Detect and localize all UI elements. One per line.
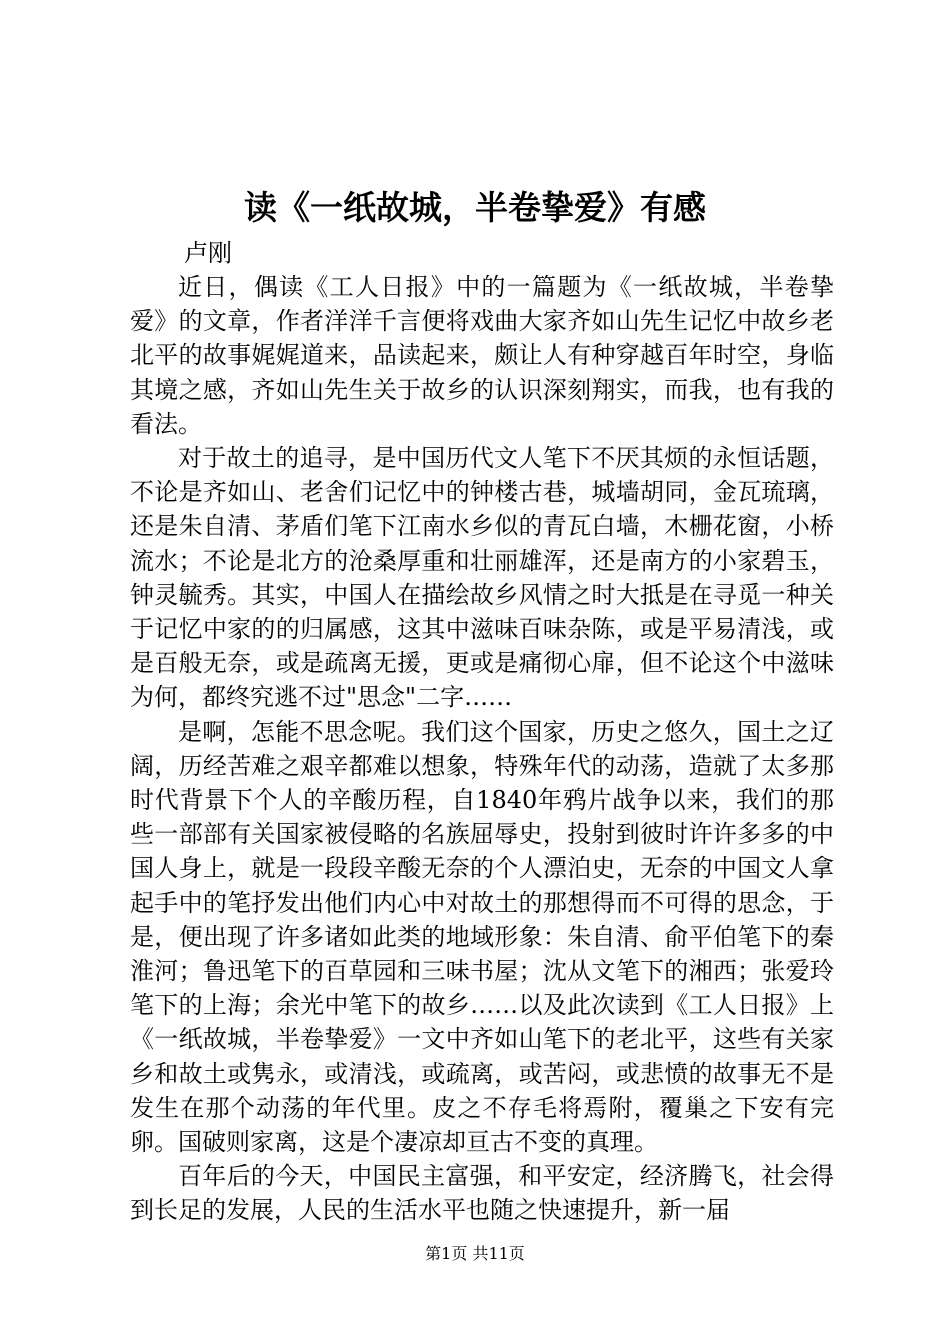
paragraph: 是啊，怎能不思念呢。我们这个国家，历史之悠久，国土之辽阔，历经苦难之艰辛都难以想象，特殊年代的动荡，造就了太多那时代背景下个人的辛酸历程，自1840年鸦片战争以来，我们的那些一部部有关国家被侵略的名族屈辱史，投射到彼时许许多多的中国人身上，就是一段段辛酸无奈的个人漂泊史，无奈的中国文人拿起手中的笔抒发出他们内心中对故土的那想得而不可得的思念，于是，便出现了许多诸如此类的地域形象：朱自清、俞平伯笔下的秦淮河；鲁迅笔下的百草园和三味书屋；沈从文笔下的湘西；张爱玲笔下的上海；余光中笔下的故乡……以及此次读到《工人日报》上《一纸故城，半卷挚爱》一文中齐如山笔下的老北平，这些有关家乡和故土或隽永，或清浅，或疏离，或苦闷，或悲愤的故事无不是发生在那个动荡的年代里。皮之不存毛将焉附，覆巢之下安有完卵。国破则家离，这是个凄凉却亘古不变的真理。 [130, 717, 834, 1157]
paragraph: 近日，偶读《工人日报》中的一篇题为《一纸故城，半卷挚爱》的文章，作者洋洋千言便将戏曲大家齐如山先生记忆中故乡老北平的故事娓娓道来，品读起来，颇让人有种穿越百年时空，身临其境之感，齐如山先生关于故乡的认识深刻翔实，而我，也有我的看法。 [130, 273, 834, 438]
paragraph: 百年后的今天，中国民主富强，和平安定，经济腾飞，社会得到长足的发展，人民的生活水平也随之快速提升，新一届 [130, 1162, 834, 1225]
paragraph: 对于故土的追寻，是中国历代文人笔下不厌其烦的永恒话题，不论是齐如山、老舍们记忆中的钟楼古巷，城墙胡同，金瓦琉璃，还是朱自清、茅盾们笔下江南水乡似的青瓦白墙，木栅花窗，小桥流水；不论是北方的沧桑厚重和壮丽雄浑，还是南方的小家碧玉，钟灵毓秀。其实，中国人在描绘故乡风情之时大抵是在寻觅一种关于记忆中家的的归属感，这其中滋味百味杂陈，或是平易清浅，或是百般无奈，或是疏离无援，更或是痛彻心扉，但不论这个中滋味为何，都终究逃不过"思念"二字…… [130, 444, 834, 712]
page-footer: 第1页 共11页 [425, 1244, 525, 1263]
document-title: 读《一纸故城，半卷挚爱》有感 [244, 188, 706, 227]
author-name: 卢刚 [184, 239, 232, 267]
document-body [130, 270, 834, 1228]
